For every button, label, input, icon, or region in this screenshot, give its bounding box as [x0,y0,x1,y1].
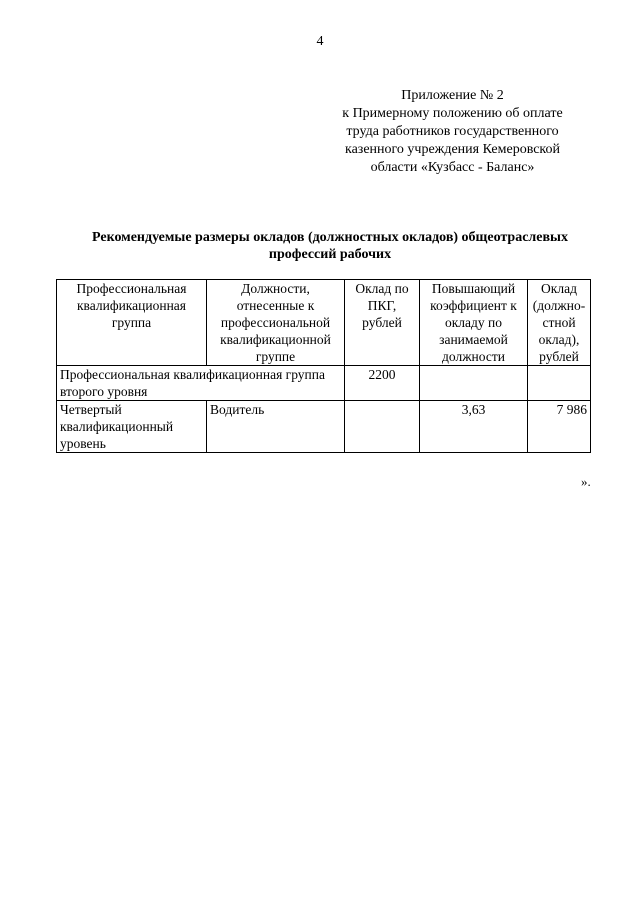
header-cell-salary: Оклад (должно-стной оклад), рублей [528,280,591,366]
document-title-line-2: профессий рабочих [268,247,392,262]
appendix-line: казенного учреждения Кемеровской [344,142,561,157]
table-header-row [57,280,591,366]
header-cell-positions: Должности, отнесенные к профессиональной квалификационной группе [207,280,345,366]
appendix-line: труда работников государственного [346,124,559,139]
header-cell-coefficient: Повышающий коэффициент к окладу по занимаемой должности [420,280,528,366]
header-cell-qualification-group: Профессиональная квалификационная группа [57,280,207,366]
table-row [57,401,591,453]
page-number: 4 [316,34,324,49]
document-title-line-1: Рекомендуемые размеры окладов (должностных окладов) общеотраслевых [91,230,568,245]
level-cell: Четвертый квалификационный уровень [57,401,207,453]
salary-table [56,279,591,453]
group-coefficient-cell [420,366,528,401]
coefficient-cell: 3,63 [420,401,528,453]
group-salary-cell [528,366,591,401]
table-group-row [57,366,591,401]
appendix-line: области «Кузбасс - Баланс» [370,160,535,175]
salary-cell: 7 986 [528,401,591,453]
group-pkg-salary-cell: 2200 [345,366,420,401]
appendix-header [315,87,590,177]
group-name-cell: Профессиональная квалификационная группа второго уровня [57,366,345,401]
appendix-line: к Примерному положению об оплате [342,106,563,121]
document-title [55,229,605,263]
pkg-salary-cell [345,401,420,453]
position-cell: Водитель [207,401,345,453]
appendix-line: Приложение № 2 [401,88,504,103]
closing-quote-mark: ». [581,474,591,489]
header-cell-pkg-salary: Оклад по ПКГ, рублей [345,280,420,366]
